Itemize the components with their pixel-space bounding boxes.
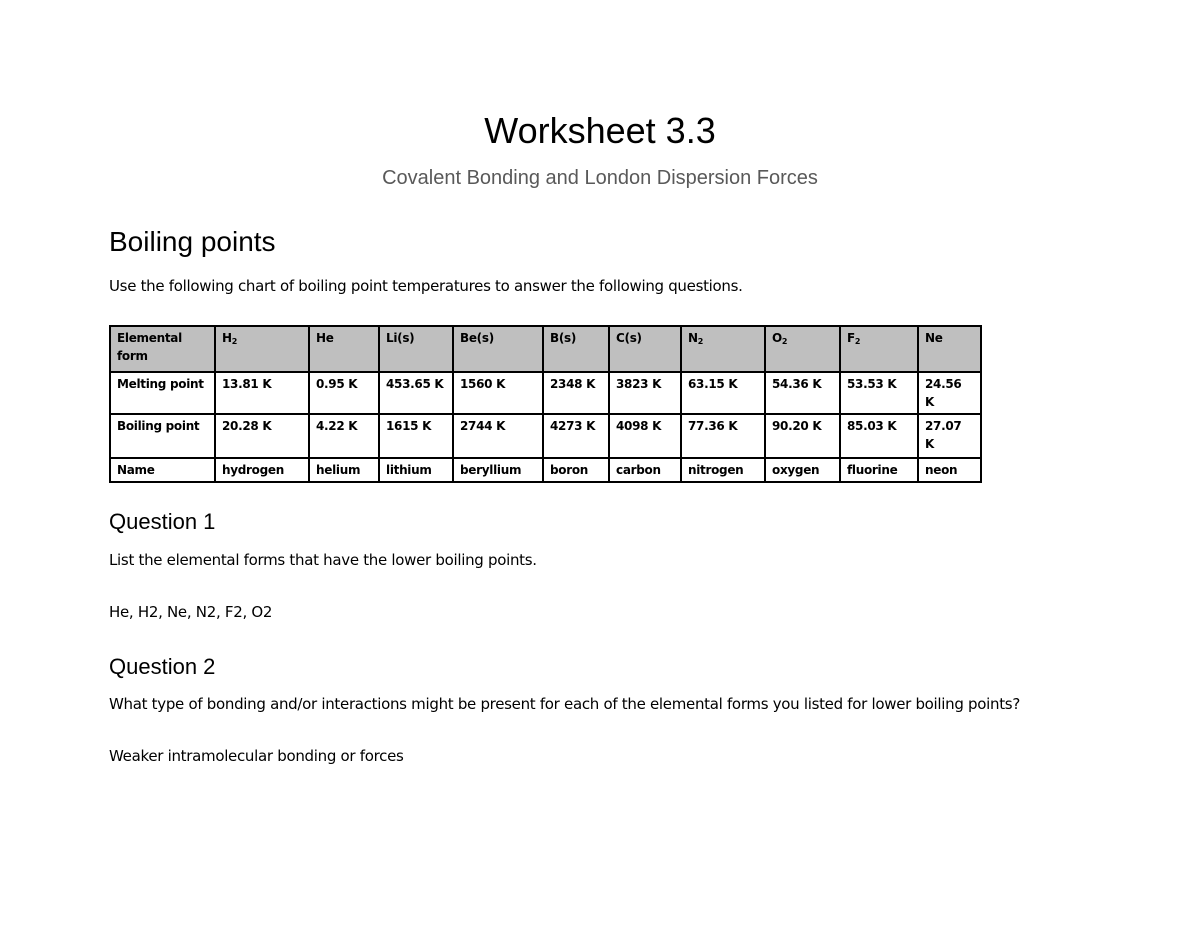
question-1-heading: Question 1 [109,509,216,534]
row-label-name: Name [110,458,215,482]
name-cell: lithium [379,458,453,482]
boiling-cell: 85.03 K [840,414,918,458]
element-subscript: 2 [697,337,704,346]
boiling-point-row [110,414,981,458]
element-header [918,326,981,372]
element-header [840,326,918,372]
element-header [681,326,765,372]
melting-point-row [110,372,981,414]
element-header [453,326,543,372]
name-cell: hydrogen [215,458,309,482]
element-header [609,326,681,372]
name-cell: helium [309,458,379,482]
element-subscript: 2 [231,337,238,346]
name-cell: nitrogen [681,458,765,482]
worksheet-subtitle: Covalent Bonding and London Dispersion Forces [382,167,818,189]
table-header-row [110,326,981,372]
melting-cell: 1560 K [453,372,543,414]
question-1-answer: He, H2, Ne, N2, F2, O2 [109,603,273,621]
element-header [215,326,309,372]
boiling-cell: 4098 K [609,414,681,458]
section-heading-boiling-points: Boiling points [109,226,276,257]
element-header [765,326,840,372]
name-cell: beryllium [453,458,543,482]
element-symbol: H [222,331,232,345]
element-subscript: 2 [854,337,861,346]
name-cell: neon [918,458,981,482]
element-header [309,326,379,372]
question-1-prompt: List the elemental forms that have the lower boiling points. [109,551,537,569]
boiling-cell: 2744 K [453,414,543,458]
element-symbol: O [772,331,782,345]
melting-cell: 24.56 K [918,372,981,414]
name-cell: oxygen [765,458,840,482]
section-intro: Use the following chart of boiling point temperatures to answer the following questions. [109,277,743,295]
name-cell: carbon [609,458,681,482]
melting-cell: 63.15 K [681,372,765,414]
boiling-cell: 90.20 K [765,414,840,458]
row-label-melting: Melting point [110,372,215,414]
row-label-form: Elemental form [110,326,215,372]
question-2-prompt: What type of bonding and/or interactions might be present for each of the elemental forms you listed for lower boiling points? [109,695,1020,713]
melting-cell: 3823 K [609,372,681,414]
boiling-cell: 27.07 K [918,414,981,458]
element-symbol: He [316,331,334,345]
element-header [543,326,609,372]
boiling-cell: 20.28 K [215,414,309,458]
name-cell: boron [543,458,609,482]
question-2-answer: Weaker intramolecular bonding or forces [109,747,404,765]
melting-cell: 0.95 K [309,372,379,414]
name-row [110,458,981,482]
worksheet-title: Worksheet 3.3 [484,110,716,151]
element-symbol: Be(s) [460,331,494,345]
element-symbol: Ne [925,331,943,345]
boiling-cell: 77.36 K [681,414,765,458]
melting-cell: 453.65 K [379,372,453,414]
boiling-point-table [109,325,982,483]
boiling-cell: 1615 K [379,414,453,458]
boiling-cell: 4273 K [543,414,609,458]
melting-cell: 2348 K [543,372,609,414]
element-header [379,326,453,372]
name-cell: fluorine [840,458,918,482]
element-symbol: Li(s) [386,331,415,345]
melting-cell: 13.81 K [215,372,309,414]
melting-cell: 54.36 K [765,372,840,414]
element-symbol: B(s) [550,331,577,345]
question-2-heading: Question 2 [109,654,216,679]
row-label-boiling: Boiling point [110,414,215,458]
element-subscript: 2 [781,337,788,346]
element-symbol: C(s) [616,331,642,345]
element-symbol: F [847,331,855,345]
element-symbol: N [688,331,698,345]
boiling-cell: 4.22 K [309,414,379,458]
melting-cell: 53.53 K [840,372,918,414]
